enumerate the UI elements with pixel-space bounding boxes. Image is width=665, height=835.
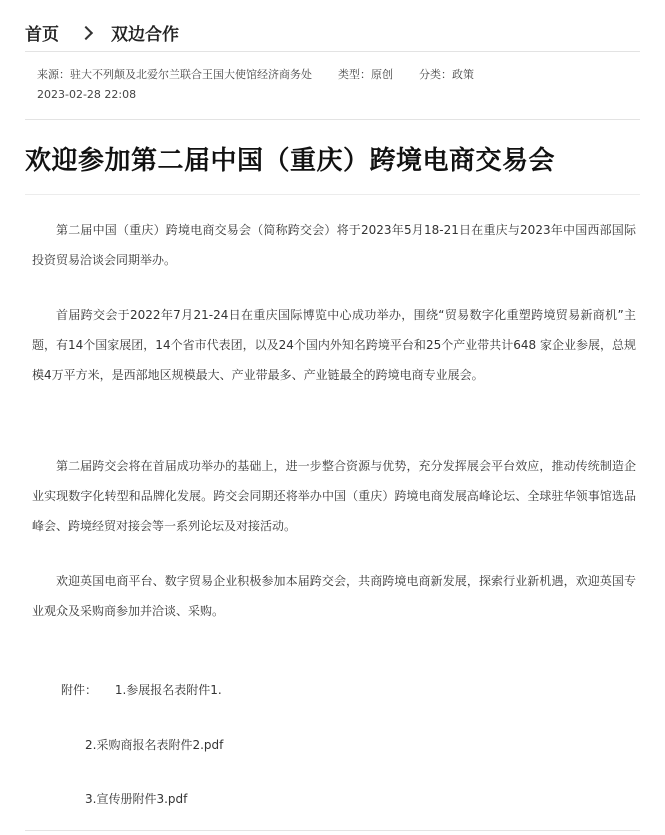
meta-datetime: 2023-02-28 22:08 [37, 88, 137, 101]
meta-type: 类型：原创 [338, 68, 393, 81]
article-meta [37, 65, 474, 105]
title-divider [25, 194, 640, 195]
article-paragraph-3: 第二届跨交会将在首届成功举办的基础上，进一步整合资源与优势，充分发挥展会平台效应，推动传统制造企业实现数字化转型和品牌化发展。跨交会同期还将举办中国（重庆）跨境电商发展高峰论坛、全球驻华领事馆选品峰会、跨境经贸对接会等一系列论坛及对接活动。 [32, 459, 636, 533]
attachment-link-1[interactable]: 1.参展报名表附件1. [114, 683, 222, 697]
bottom-divider [25, 830, 640, 831]
attachment-row-3 [85, 790, 187, 807]
meta-source: 来源：驻大不列颠及北爱尔兰联合王国大使馆经济商务处 [37, 68, 312, 81]
article-paragraph-1: 第二届中国（重庆）跨境电商交易会（简称跨交会）将于2023年5月18-21日在重庆与2023年中国西部国际投资贸易洽谈会同期举办。 [32, 223, 636, 267]
article-paragraph-4: 欢迎英国电商平台、数字贸易企业积极参加本届跨交会，共商跨境电商新发展，探索行业新机遇，欢迎英国专业观众及采购商参加并洽谈、采购。 [32, 574, 636, 618]
breadcrumb [25, 20, 179, 45]
breadcrumb-current: 双边合作 [111, 25, 179, 45]
page-title: 欢迎参加第二届中国（重庆）跨境电商交易会 [25, 146, 556, 176]
article-paragraph-2: 首届跨交会于2022年7月21-24日在重庆国际博览中心成功举办，围绕“贸易数字化重塑跨境贸易新商机”主题，有14个国家展团，14个省市代表团，以及24个国内外知名跨境平台和25个产业带共计648 家企业参展，总规模4万平方米，是西部地区规模最大、产业带最多、产业链最全的跨境电商专业展会。 [32, 308, 636, 382]
meta-category: 分类：政策 [419, 68, 474, 81]
attachments-label: 附件： [61, 683, 98, 697]
breadcrumb-home-link[interactable]: 首页 [25, 25, 59, 45]
meta-divider [25, 119, 640, 120]
chevron-right-icon [79, 25, 93, 39]
attachment-row-1 [61, 681, 222, 698]
attachment-row-2 [85, 736, 223, 753]
attachment-link-3[interactable]: 3.宣传册附件3.pdf [85, 792, 188, 806]
breadcrumb-divider [25, 51, 640, 52]
attachment-link-2[interactable]: 2.采购商报名表附件2.pdf [85, 738, 224, 752]
